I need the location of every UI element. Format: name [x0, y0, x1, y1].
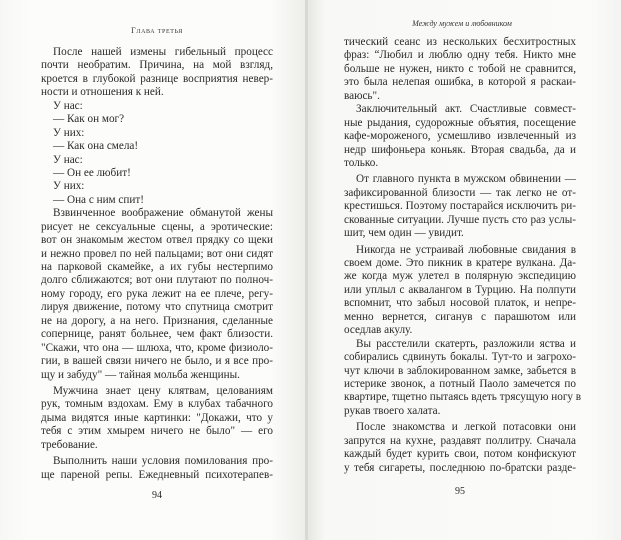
text-line: требование.: [41, 438, 98, 451]
text-line: У нас:: [53, 99, 83, 112]
running-head: Между мужем и любовником: [412, 19, 512, 28]
text-line: оседлав акулу.: [344, 324, 413, 337]
text-line: рисует не сексуальные сцены, а эротические:: [41, 220, 273, 233]
text-line: — Как она смела!: [53, 140, 139, 153]
text-line: Никогда не устраивай любовные свидания в: [356, 243, 576, 256]
text-line: тебя с этим хмырем ничего не было" — его: [41, 425, 273, 438]
text-line: лируя движение, потому что спутница смотрит: [41, 301, 273, 314]
text-line: "Скажи, что она — шлюха, что, кроме физиоло-: [41, 341, 273, 354]
page-body: [344, 36, 582, 475]
text-line: Мужчина знает цену клятвам, целованиям: [53, 384, 273, 397]
text-line: своем доме. Это пикник в кратере вулкана. Да-: [344, 257, 576, 269]
text-line: гии, в вашей связи ничего не было, и я все про-: [41, 355, 273, 368]
left-page: [0, 0, 307, 540]
paragraph: [344, 103, 576, 170]
right-page: [307, 0, 621, 540]
paragraph: [41, 167, 273, 180]
text-line: зафиксированной близости — так легко не от-: [344, 186, 576, 199]
text-line: собирались сдвинуть бокалы. Тут-то и загрохо-: [344, 351, 576, 364]
text-line: У них:: [53, 180, 85, 193]
text-line: только.: [344, 156, 379, 169]
paragraph: [41, 100, 273, 113]
paragraph: [344, 173, 576, 240]
text-line: больше не нужен, никто с тобой не сравнится,: [344, 62, 576, 75]
page-number: 95: [455, 486, 465, 497]
text-line: щу и забуду" — тайная мольба женщины.: [41, 368, 240, 381]
paragraph: [41, 46, 273, 100]
running-head: Глава третья: [131, 26, 183, 35]
paragraph: [344, 36, 576, 103]
paragraph: [41, 140, 273, 153]
paragraph: [41, 194, 273, 207]
text-line: чут ключи в заблокированном замке, забьется в: [344, 364, 576, 377]
text-line: фраз: “Любил и люблю одну тебя. Никто мне: [344, 49, 576, 62]
text-line: После знакомства и легкой потасовки они: [356, 421, 576, 434]
text-line: запрутся на кухне, раздавят поллитру. Сначала: [344, 434, 576, 447]
text-line: квартире, тщетно пытаясь вдеть трясущую ногу в: [344, 391, 582, 404]
text-line: же когда муж улетел в полярную экспедицию: [344, 270, 576, 283]
page-body: [41, 46, 273, 482]
paragraph: [344, 337, 582, 419]
text-line: ности и отношения к ней.: [41, 86, 164, 99]
text-line: У нас:: [53, 153, 83, 166]
text-line: рукав твоего халата.: [344, 404, 441, 417]
text-line: на парковой скамейке, а их губы нестерпимо: [41, 261, 273, 273]
text-line: — Как он мог?: [53, 113, 125, 126]
book-gutter: [305, 0, 308, 540]
text-line: это была нелепая ошибка, в которой я раскаи-: [344, 76, 576, 89]
text-line: рук, томным вздохам. Ему в клубах табачного: [41, 398, 273, 411]
text-line: ще пареной репы. Ежедневный психотерапев-: [41, 468, 273, 481]
text-line: От главного пункта в мужском обвинении —: [356, 173, 576, 186]
text-line: ваюсь".: [344, 89, 380, 102]
paragraph: [344, 244, 576, 338]
page-number: 94: [152, 490, 162, 501]
paragraph: [41, 154, 273, 167]
text-line: скованные ситуации. Лучше пусть сто раз услы-: [344, 213, 576, 226]
text-line: Взвинченное воображение обманутой жены: [53, 207, 273, 220]
text-line: — Он ее любит!: [53, 166, 131, 179]
paragraph: [41, 113, 273, 126]
text-line: У них:: [53, 126, 85, 139]
text-line: сопернице, ранят больнее, чем факт близости.: [41, 328, 273, 341]
text-line: недр шифоньера коньяк. Вторая свадьба, да и: [344, 143, 576, 156]
text-line: — Она с ним спит!: [53, 193, 144, 206]
paragraph: [41, 180, 273, 193]
text-line: у тебя сигареты, последнюю по-братски разде-: [344, 461, 576, 474]
text-line: ному городу, его рука лежит на ее плече, регу-: [41, 287, 273, 300]
text-line: дыма видятся иные картинки: "Докажи, что у: [41, 411, 273, 424]
text-line: кафе-мороженого, усмешливо извлеченный из: [344, 130, 576, 143]
text-line: истерике звонок, а потный Паоло замечется по: [344, 377, 576, 390]
text-line: почти необратим. Причина, на мой взгляд,: [41, 59, 273, 72]
text-line: Вы расстелили скатерть, разложили яства и: [356, 337, 576, 350]
text-line: менно вернется, сиганув с парашютом или: [344, 310, 576, 323]
paragraph: [41, 207, 273, 382]
text-line: или уплыл с аквалангом в Турцию. На полпути: [344, 283, 576, 296]
text-line: долго сближаются; вот они плутают по полноч-: [41, 274, 273, 287]
text-line: ные рыдания, судорожные объятия, посещение: [344, 116, 576, 129]
text-line: шит, чем один — увидит.: [344, 227, 464, 240]
paragraph: [41, 455, 273, 482]
text-line: Заключительный акт. Счастливые совмест-: [356, 103, 576, 116]
text-line: После нашей измены гибельный процесс: [53, 46, 273, 58]
paragraph: [41, 385, 273, 452]
text-line: тический сеанс из нескольких бесхитростных: [344, 36, 576, 48]
text-line: Выполнить наши условия помилования про-: [53, 455, 273, 468]
text-line: крестишься. Поэтому постарайся исключить ри-: [344, 200, 576, 213]
paragraph: [41, 127, 273, 140]
text-line: и нежно провел по ней пальцами; вот они сидят: [41, 247, 273, 260]
text-line: кроется в глубокой разнице восприятия невер-: [41, 72, 273, 85]
text-line: каждый будет курить свои, потом конфискуют: [344, 448, 576, 461]
text-line: не на дорогу, а на него. Признания, сделанные: [41, 314, 273, 327]
text-line: вспомнит, что забыл носовой платок, и непре-: [344, 297, 576, 310]
text-line: вот он знакомым жестом отвел прядку со щеки: [41, 234, 273, 247]
paragraph: [344, 421, 576, 475]
